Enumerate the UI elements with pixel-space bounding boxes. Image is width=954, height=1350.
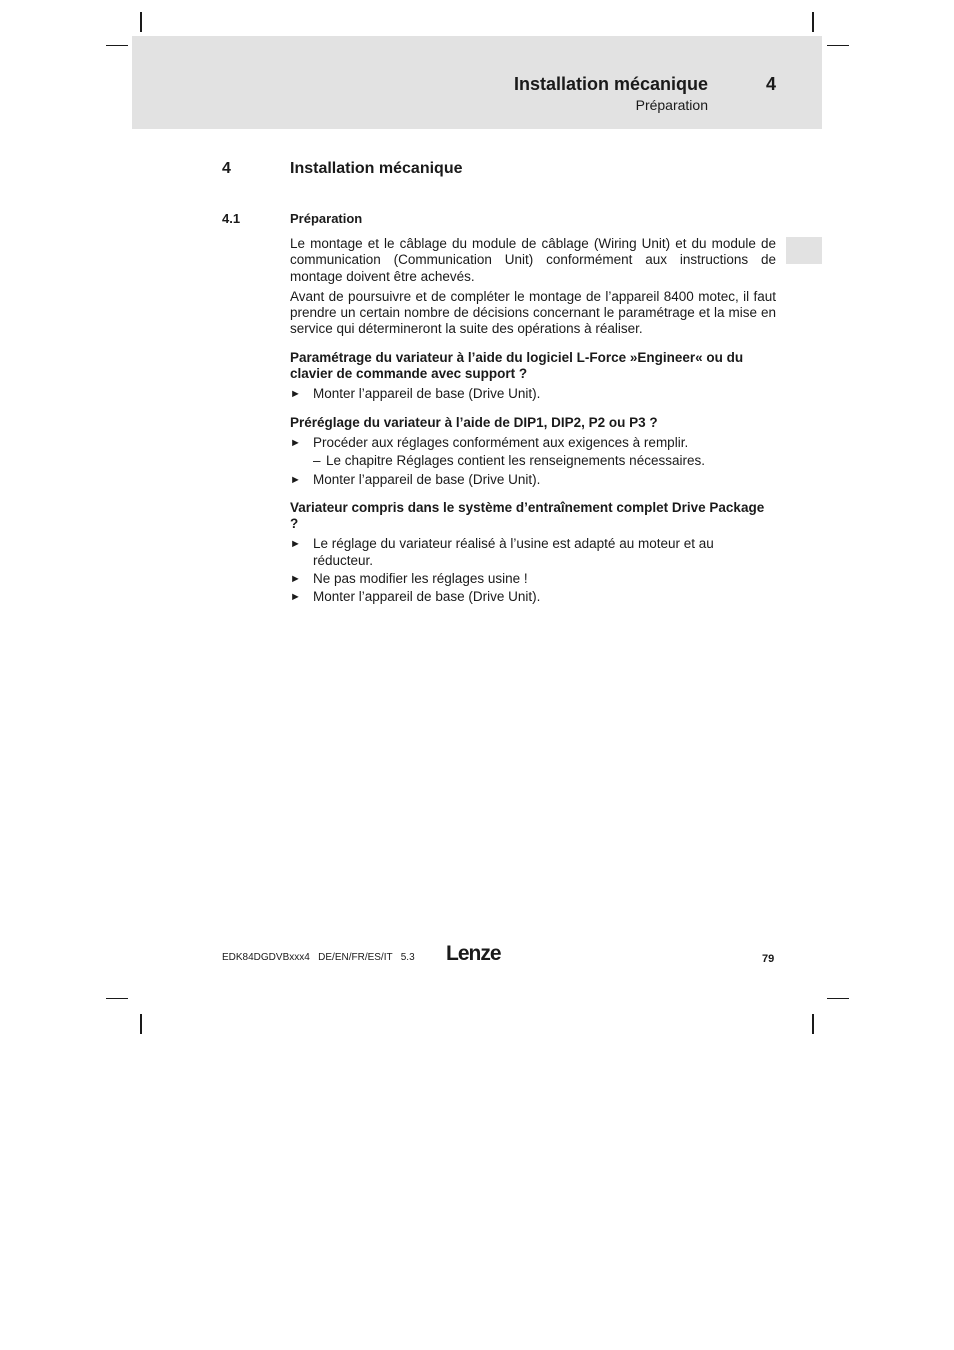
list-item-text: Monter l’appareil de base (Drive Unit). bbox=[313, 386, 541, 402]
crop-mark bbox=[140, 1014, 142, 1034]
dash-icon: – bbox=[313, 453, 321, 469]
header-title: Installation mécanique bbox=[513, 74, 708, 94]
list-item bbox=[290, 589, 776, 605]
group-heading: Paramétrage du variateur à l’aide du logiciel L-Force »Engineer« ou du clavier de commande avec support ? bbox=[290, 349, 744, 382]
crop-mark bbox=[106, 998, 128, 999]
list-item-text: Monter l’appareil de base (Drive Unit). bbox=[313, 471, 541, 487]
arrow-bullet-icon: ► bbox=[290, 573, 301, 586]
section-title: Installation mécanique bbox=[290, 160, 463, 177]
list-item-text: Ne pas modifier les réglages usine ! bbox=[313, 571, 528, 587]
header-chapter-number: 4 bbox=[766, 74, 777, 94]
paragraph: Avant de poursuivre et de compléter le montage de l’appareil 8400 motec, il faut prendre un certain nombre de décisions concernant le paramétrage et la mise en service qui détermineront la suite des opérations à réaliser. bbox=[290, 288, 776, 337]
crop-mark bbox=[827, 998, 849, 999]
list-item-text: Le réglage du variateur réalisé à l’usine est adapté au moteur et au réducteur. bbox=[313, 536, 714, 568]
crop-mark bbox=[140, 12, 142, 32]
lenze-logo: Lenze bbox=[446, 942, 501, 965]
group-heading: Variateur compris dans le système d’entraînement complet Drive Package ? bbox=[290, 499, 765, 532]
page-header bbox=[132, 36, 822, 129]
list-item bbox=[290, 472, 776, 488]
chapter-thumb-tab bbox=[786, 237, 822, 264]
document-code: EDK84DGDVBxxx4 DE/EN/FR/ES/IT 5.3 bbox=[222, 952, 415, 963]
arrow-bullet-icon: ► bbox=[290, 538, 301, 551]
subsection-number: 4.1 bbox=[222, 211, 241, 226]
arrow-bullet-icon: ► bbox=[290, 473, 301, 486]
crop-mark bbox=[812, 1014, 814, 1034]
header-subtitle: Préparation bbox=[635, 97, 708, 113]
list-item-text: Monter l’appareil de base (Drive Unit). bbox=[313, 589, 541, 605]
crop-mark bbox=[106, 45, 128, 46]
list-item bbox=[290, 536, 776, 569]
subsection-title: Préparation bbox=[290, 211, 363, 226]
crop-mark bbox=[827, 45, 849, 46]
body-content bbox=[290, 236, 776, 608]
list-item-text: Procéder aux réglages conformément aux exigences à remplir. bbox=[313, 434, 689, 450]
dash-note-text: Le chapitre Réglages contient les renseignements nécessaires. bbox=[326, 453, 705, 469]
dash-note bbox=[290, 453, 776, 469]
arrow-bullet-icon: ► bbox=[290, 591, 301, 604]
arrow-bullet-icon: ► bbox=[290, 388, 301, 401]
arrow-bullet-icon: ► bbox=[290, 436, 301, 449]
list-item bbox=[290, 386, 776, 402]
group-heading: Préréglage du variateur à l’aide de DIP1, DIP2, P2 ou P3 ? bbox=[290, 414, 658, 430]
crop-mark bbox=[812, 12, 814, 32]
list-item bbox=[290, 435, 776, 451]
section-number: 4 bbox=[222, 160, 231, 177]
page-number: 79 bbox=[762, 953, 775, 965]
paragraph: Le montage et le câblage du module de câblage (Wiring Unit) et du module de communication (Communication Unit) conformément aux instructions de montage doivent être achevés. bbox=[290, 236, 776, 284]
list-item bbox=[290, 571, 776, 587]
